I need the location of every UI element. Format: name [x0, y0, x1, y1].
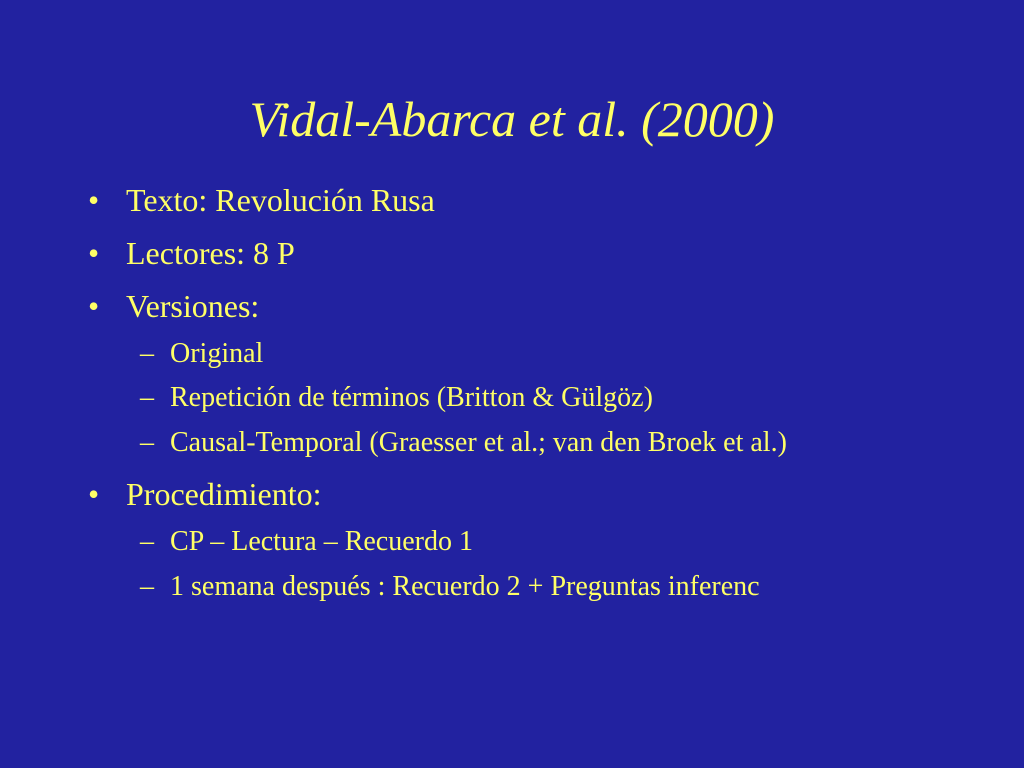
sub-bullet-marker: – — [140, 571, 154, 602]
bullet-marker: • — [88, 235, 100, 271]
sub-bullet-marker: – — [140, 382, 154, 413]
bullet-marker: • — [88, 476, 100, 512]
sub-bullet-marker: – — [140, 526, 154, 557]
sub-bullet-item — [140, 571, 760, 603]
bullet-text: Lectores: 8 P — [126, 235, 295, 271]
bullet-text: Versiones: — [126, 288, 260, 324]
bullet-item — [88, 235, 295, 271]
bullet-item — [88, 476, 322, 512]
sub-bullet-text: Causal-Temporal (Graesser et al.; van den Broek et al.) — [170, 427, 787, 458]
sub-bullet-marker: – — [140, 338, 154, 369]
sub-bullet-marker: – — [140, 427, 154, 458]
slide-title: Vidal-Abarca et al. (2000) — [249, 91, 775, 147]
bullet-marker: • — [88, 182, 100, 218]
sub-bullet-text: Original — [170, 338, 264, 369]
sub-bullet-item — [140, 338, 263, 370]
bullet-text: Texto: Revolución Rusa — [126, 182, 435, 218]
sub-bullet-text: CP – Lectura – Recuerdo 1 — [170, 526, 473, 557]
bullet-item — [88, 182, 435, 218]
bullet-item — [88, 288, 259, 324]
sub-bullet-item — [140, 526, 473, 558]
bullet-text: Procedimiento: — [126, 476, 322, 512]
sub-bullet-item — [140, 382, 653, 414]
sub-bullet-item — [140, 427, 787, 459]
sub-bullet-text: Repetición de términos (Britton & Gülgöz) — [170, 382, 653, 413]
bullet-marker: • — [88, 288, 100, 324]
sub-bullet-text: 1 semana después : Recuerdo 2 + Preguntas inferenc — [170, 571, 760, 602]
